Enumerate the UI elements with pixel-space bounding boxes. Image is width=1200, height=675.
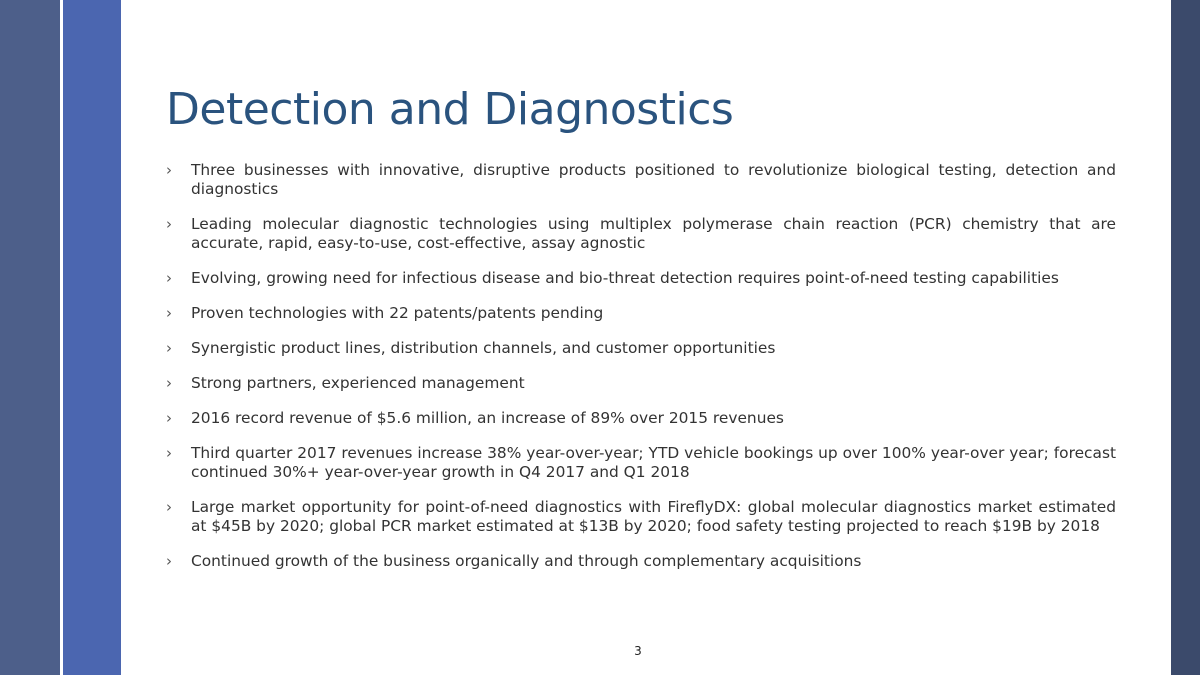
chevron-right-icon: › xyxy=(166,444,172,462)
bullet-item xyxy=(166,409,1116,428)
chevron-right-icon: › xyxy=(166,215,172,233)
chevron-right-icon: › xyxy=(166,161,172,179)
bullet-text: Continued growth of the business organically and through complementary acquisitions xyxy=(191,552,862,570)
right-accent-band xyxy=(1171,0,1200,675)
bullet-item xyxy=(166,374,1116,393)
left-accent-band-dark xyxy=(0,0,60,675)
bullet-text: Large market opportunity for point-of-need diagnostics with FireflyDX: global molecular diagnostics market estimated at $45B by 2020; global PCR market estimated at $13B by 2020; food safety testing projected to reach $19B by 2018 xyxy=(191,498,1116,535)
bullet-item xyxy=(166,215,1116,253)
bullet-text: Three businesses with innovative, disruptive products positioned to revolutionize biological testing, detection and diagnostics xyxy=(191,161,1116,198)
chevron-right-icon: › xyxy=(166,552,172,570)
chevron-right-icon: › xyxy=(166,304,172,322)
chevron-right-icon: › xyxy=(166,409,172,427)
bullet-text: Strong partners, experienced management xyxy=(191,374,525,392)
bullet-item xyxy=(166,304,1116,323)
chevron-right-icon: › xyxy=(166,339,172,357)
page-number: 3 xyxy=(634,644,642,658)
bullet-text: Evolving, growing need for infectious disease and bio-threat detection requires point-of-need testing capabilities xyxy=(191,269,1059,287)
bullet-list xyxy=(166,161,1116,587)
bullet-item xyxy=(166,339,1116,358)
bullet-text: 2016 record revenue of $5.6 million, an increase of 89% over 2015 revenues xyxy=(191,409,784,427)
bullet-item xyxy=(166,269,1116,288)
bullet-item xyxy=(166,498,1116,536)
chevron-right-icon: › xyxy=(166,498,172,516)
bullet-text: Leading molecular diagnostic technologies using multiplex polymerase chain reaction (PCR) chemistry that are accurate, rapid, easy-to-use, cost-effective, assay agnostic xyxy=(191,215,1116,252)
chevron-right-icon: › xyxy=(166,269,172,287)
bullet-item xyxy=(166,444,1116,482)
bullet-item xyxy=(166,161,1116,199)
bullet-text: Proven technologies with 22 patents/patents pending xyxy=(191,304,604,322)
chevron-right-icon: › xyxy=(166,374,172,392)
bullet-item xyxy=(166,552,1116,571)
slide-title: Detection and Diagnostics xyxy=(166,84,734,135)
bullet-text: Synergistic product lines, distribution channels, and customer opportunities xyxy=(191,339,776,357)
bullet-text: Third quarter 2017 revenues increase 38% year-over-year; YTD vehicle bookings up over 100% year-over year; forecast continued 30%+ year-over-year growth in Q4 2017 and Q1 2018 xyxy=(191,444,1116,481)
left-accent-band-blue xyxy=(63,0,121,675)
